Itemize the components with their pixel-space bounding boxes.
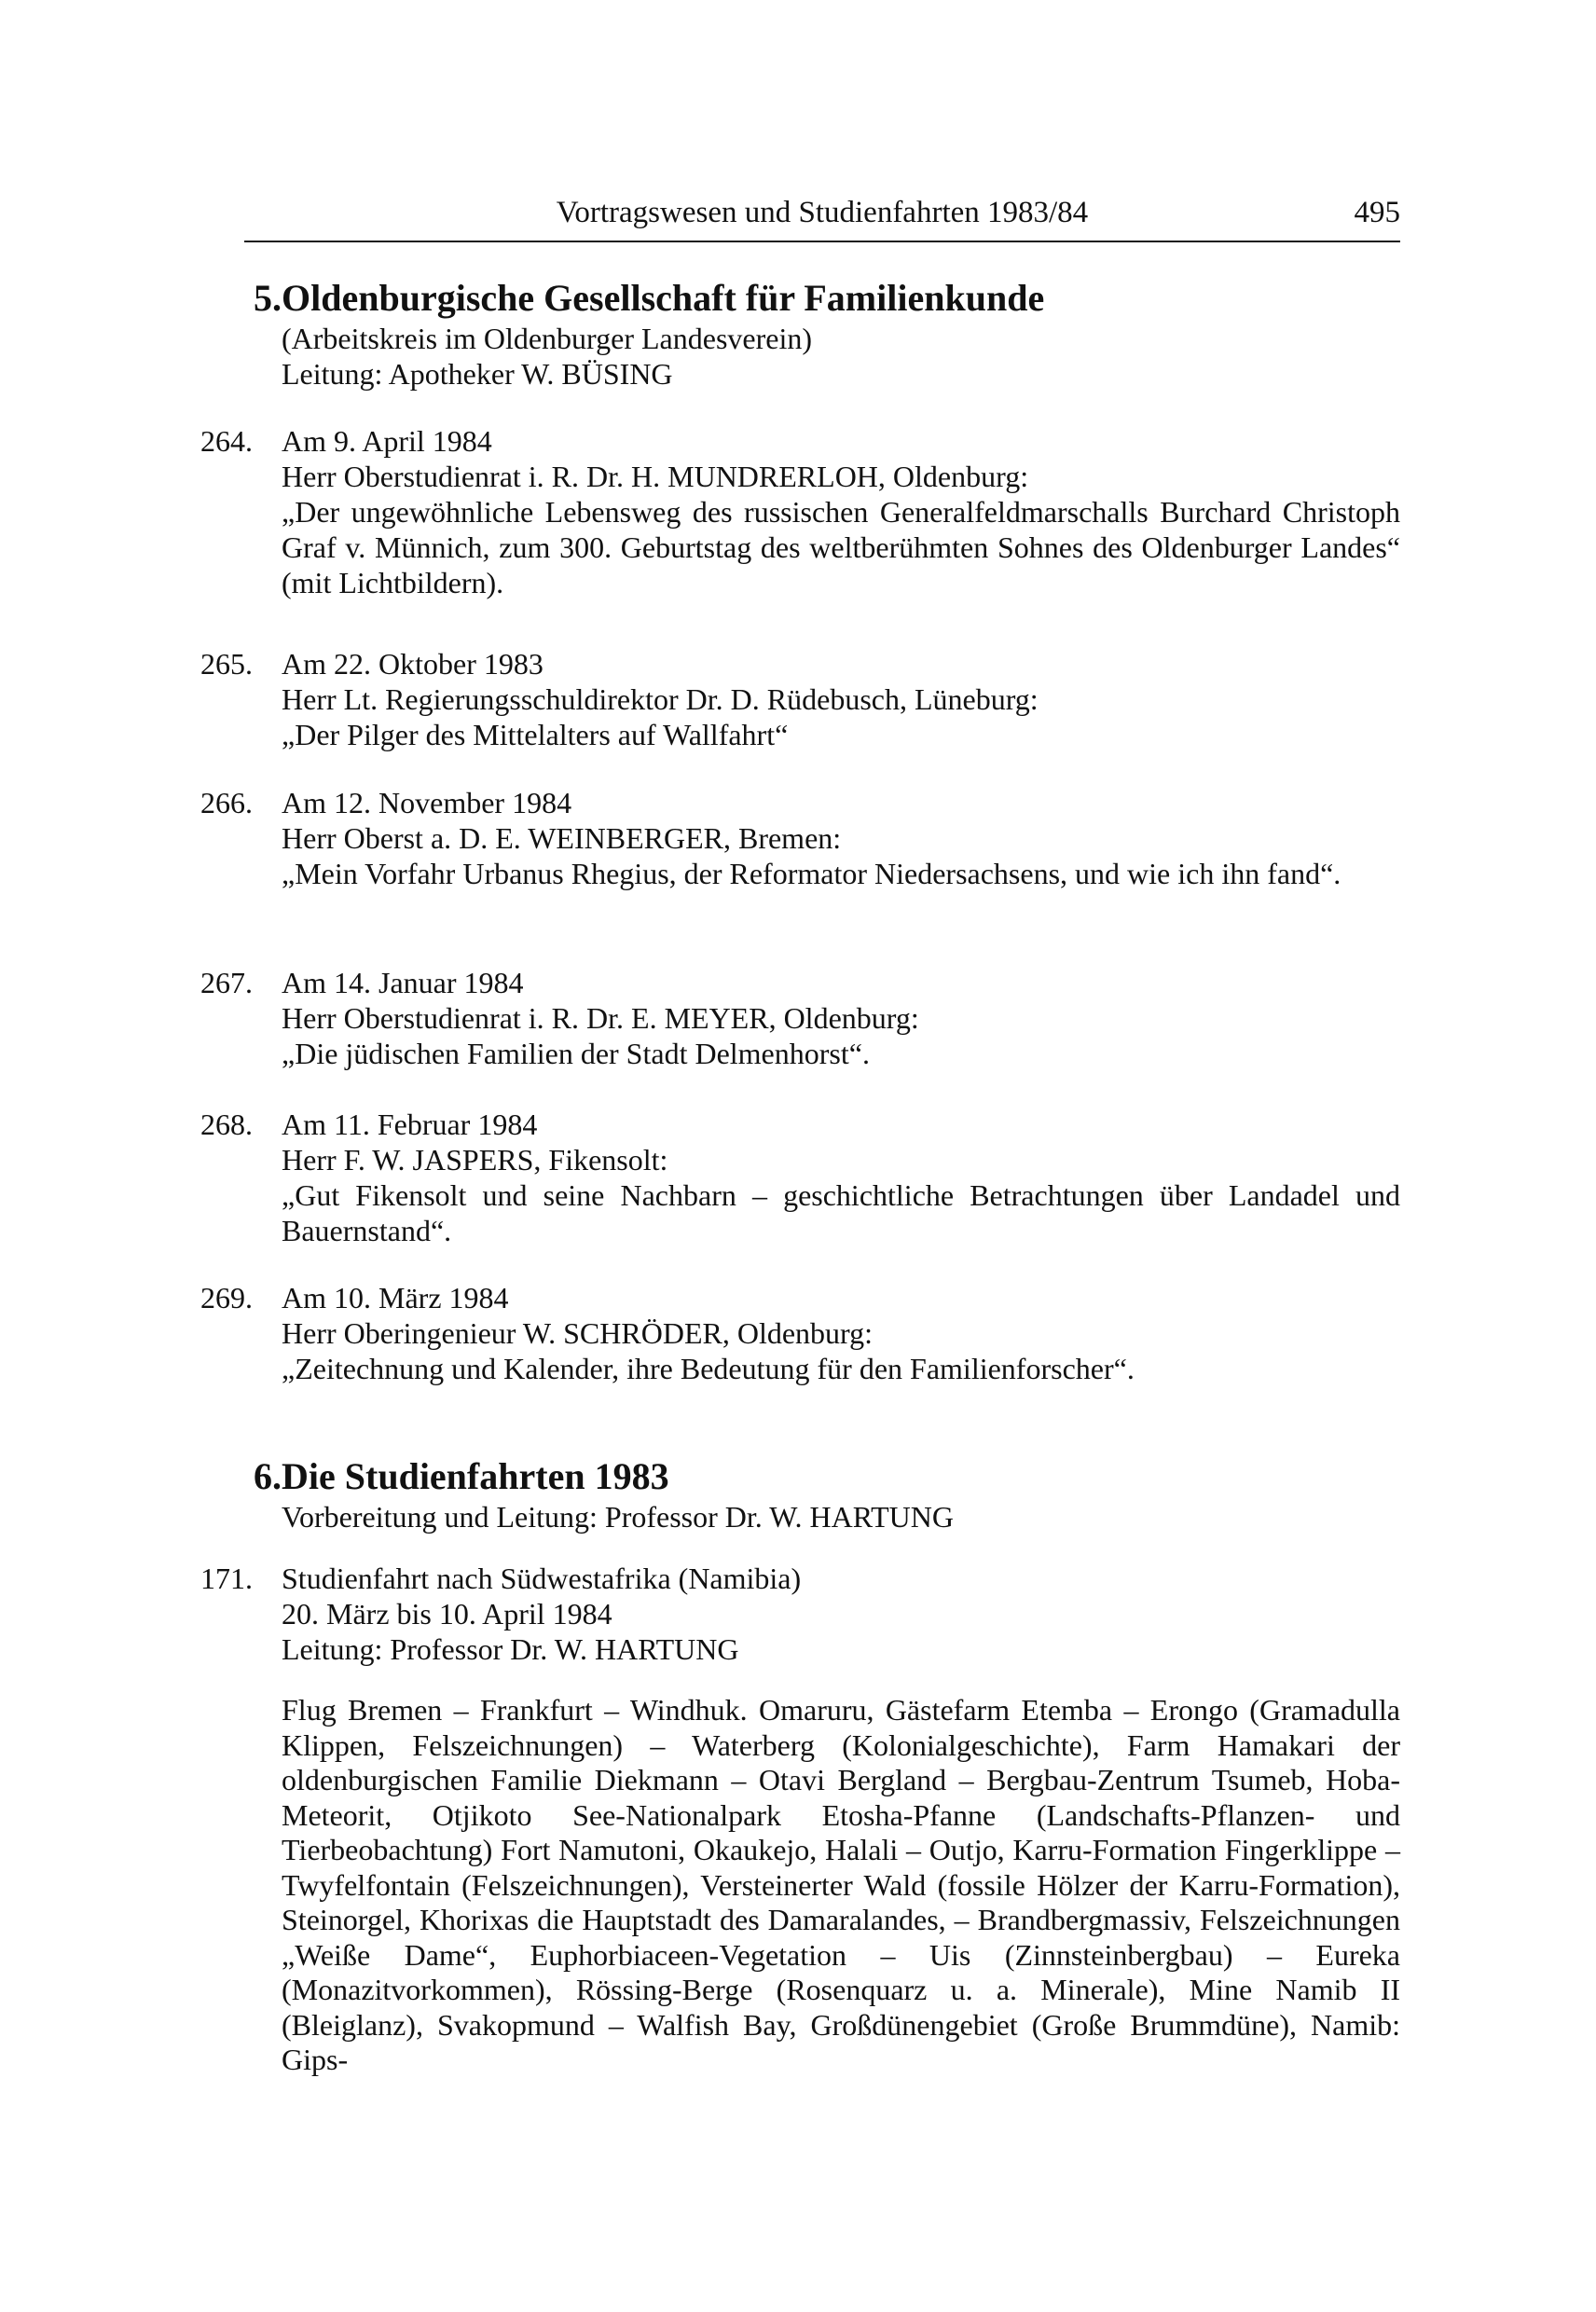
section-subtitle: (Arbeitskreis im Oldenburger Landesverein) [282, 322, 812, 355]
trip-title: Studienfahrt nach Südwestafrika (Namibia) [282, 1562, 802, 1595]
entry-number: 269. [200, 1281, 253, 1314]
entry-body [282, 1561, 1400, 1667]
entry-title: „Die jüdischen Familien der Stadt Delmenhorst“. [282, 1037, 870, 1070]
entry-number: 171. [200, 1562, 253, 1595]
entry-title: „Der Pilger des Mittelalters auf Wallfahrt“ [282, 718, 789, 751]
entry-speaker: Herr Oberstudienrat i. R. Dr. E. MEYER, Oldenburg: [282, 1001, 919, 1035]
entry-body [282, 423, 1400, 600]
entry-body [282, 1107, 1400, 1248]
section-leader: Vorbereitung und Leitung: Professor Dr. W. HARTUNG [282, 1500, 954, 1534]
entry-speaker: Herr Oberstudienrat i. R. Dr. H. MUNDRERLOH, Oldenburg: [282, 460, 1029, 493]
entry-body [282, 1280, 1400, 1386]
section-title: Oldenburgische Gesellschaft für Familienkunde [282, 277, 1045, 319]
header-rule [244, 241, 1400, 242]
entry-number: 268. [200, 1108, 253, 1141]
entry-number: 267. [200, 966, 253, 999]
trip-entry [200, 1561, 1400, 2078]
section-number: 5. [254, 277, 282, 319]
lecture-entry [200, 646, 1400, 752]
section-studienfahrten [244, 1454, 1400, 1534]
entry-number: 265. [200, 647, 253, 681]
entry-speaker: Herr Oberingenieur W. SCHRÖDER, Oldenburg: [282, 1316, 873, 1350]
entry-body [282, 646, 1400, 752]
entry-body [282, 965, 1400, 1071]
section-heading [244, 1454, 1400, 1499]
entry-title: „Gut Fikensolt und seine Nachbarn – geschichtliche Betrachtungen über Landadel und Bauernstand“. [282, 1178, 1400, 1247]
entry-number: 264. [200, 424, 253, 458]
lecture-entry [200, 423, 1400, 600]
entry-title: „Zeitechnung und Kalender, ihre Bedeutung für den Familienforscher“. [282, 1352, 1135, 1385]
page-number: 495 [1354, 196, 1400, 229]
running-title: Vortragswesen und Studienfahrten 1983/84 [556, 196, 1089, 229]
entry-title: „Der ungewöhnliche Lebensweg des russischen Generalfeldmarschalls Burchard Christoph Graf v. Münnich, zum 300. Geburtstag des weltberühmten Sohnes des Oldenburger Landes“ (mit Lichtbildern). [282, 495, 1400, 599]
trip-dates: 20. März bis 10. April 1984 [282, 1597, 612, 1631]
entry-speaker: Herr F. W. JASPERS, Fikensolt: [282, 1143, 668, 1177]
lecture-entry [200, 1280, 1400, 1386]
entry-date: Am 22. Oktober 1983 [282, 647, 543, 681]
entry-date: Am 14. Januar 1984 [282, 966, 524, 999]
section-heading [244, 276, 1400, 321]
entry-date: Am 11. Februar 1984 [282, 1108, 538, 1141]
lecture-entry [200, 965, 1400, 1071]
running-head [244, 194, 1400, 231]
entry-number: 266. [200, 786, 253, 819]
trip-leader: Leitung: Professor Dr. W. HARTUNG [282, 1632, 739, 1666]
lecture-entry [200, 785, 1400, 891]
entry-date: Am 12. November 1984 [282, 786, 572, 819]
section-number: 6. [254, 1455, 282, 1497]
lecture-entry [200, 1107, 1400, 1248]
section-title: Die Studienfahrten 1983 [282, 1455, 669, 1497]
entry-title: „Mein Vorfahr Urbanus Rhegius, der Reformator Niedersachsens, und wie ich ihn fand“. [282, 857, 1341, 890]
entry-date: Am 10. März 1984 [282, 1281, 509, 1314]
section-familienkunde [244, 276, 1400, 392]
entry-speaker: Herr Oberst a. D. E. WEINBERGER, Bremen: [282, 821, 842, 855]
entry-speaker: Herr Lt. Regierungsschuldirektor Dr. D. Rüdebusch, Lüneburg: [282, 682, 1039, 716]
section-leader: Leitung: Apotheker W. BÜSING [282, 357, 673, 391]
entry-date: Am 9. April 1984 [282, 424, 492, 458]
entry-body [282, 785, 1400, 891]
trip-description: Flug Bremen – Frankfurt – Windhuk. Omaruru, Gästefarm Etemba – Erongo (Gramadulla Klippen, Felszeichnungen) – Waterberg (Kolonialgeschichte), Farm Hamakari der oldenburgischen Familie Diekmann – Otavi Bergland – Bergbau-Zentrum Tsumeb, Hoba-Meteorit, Otjikoto See-Nationalpark Etosha-Pfanne (Landschafts-Pflanzen- und Tierbeobachtung) Fort Namutoni, Okaukejo, Halali – Outjo, Karru-Formation Fingerklippe – Twyfelfontain (Felszeichnungen), Versteinerter Wald (fossile Hölzer der Karru-Formation), Steinorgel, Khorixas die Hauptstadt des Damaralandes, – Brandbergmassiv, Felszeichnungen „Weiße Dame“, Euphorbiaceen-Vegetation – Uis (Zinnsteinbergbau) – Eureka (Monazitvorkommen), Rössing-Berge (Rosenquarz u. a. Minerale), Mine Namib II (Bleiglanz), Svakopmund – Walfish Bay, Großdünengebiet (Große Brummdüne), Namib: Gips- [282, 1693, 1400, 2076]
